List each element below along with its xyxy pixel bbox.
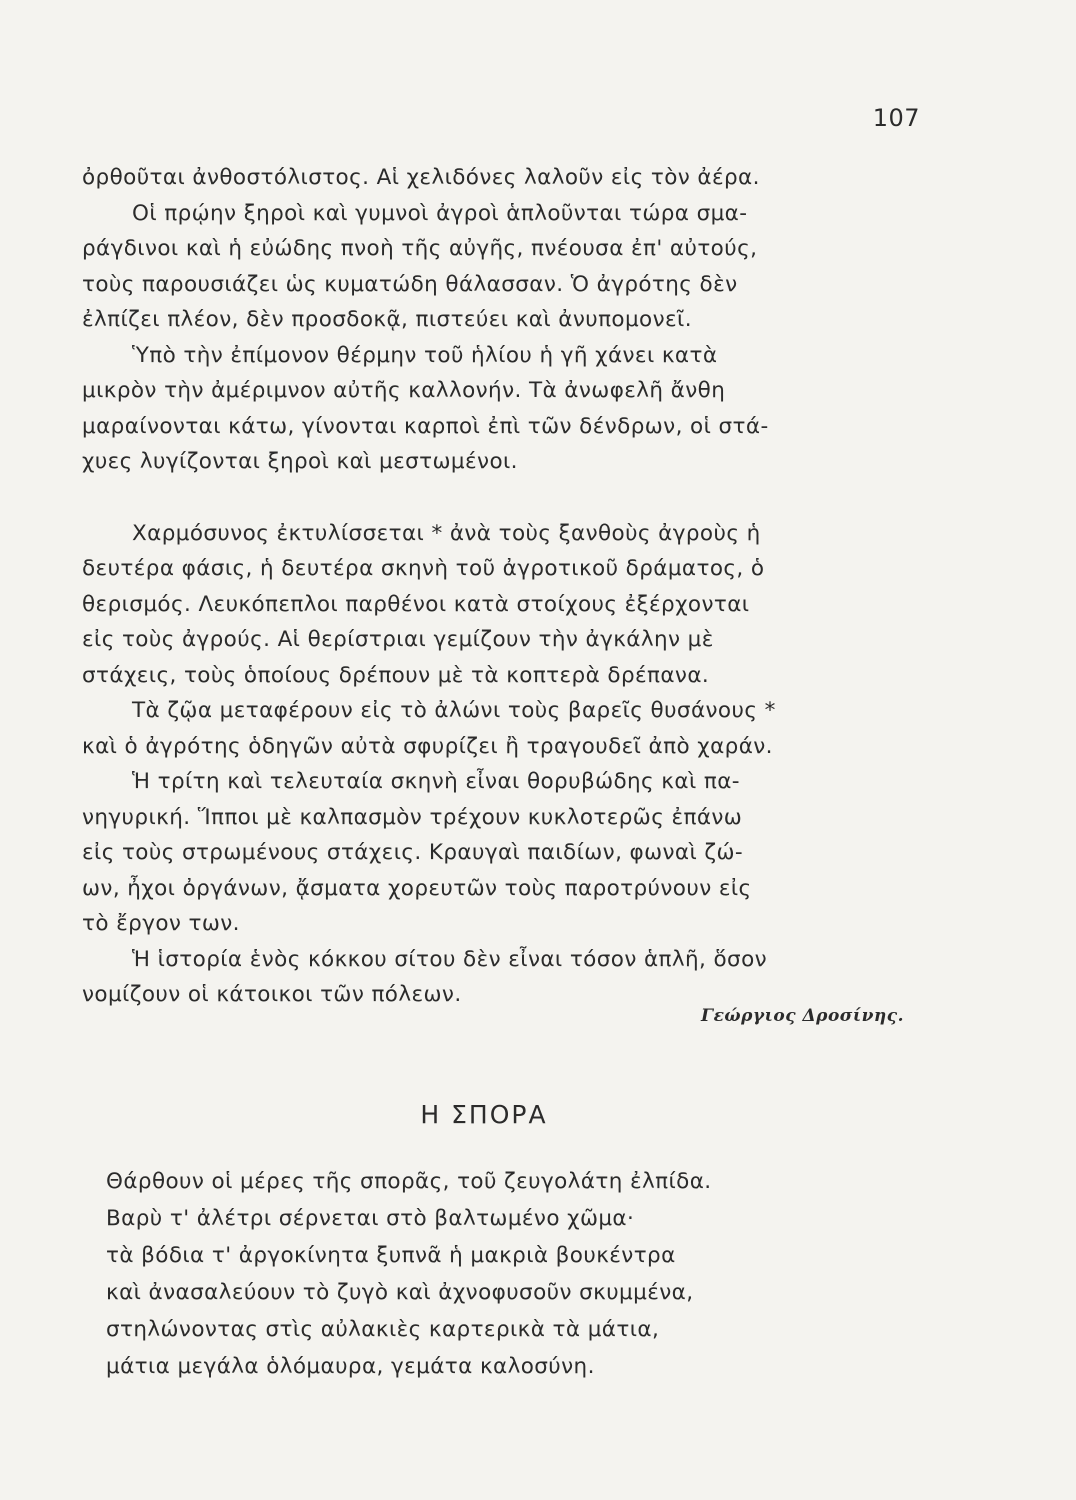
text-line: Οἱ πρῴην ξηροὶ καὶ γυμνοὶ ἀγροὶ ἁπλοῦνται τώρα σμα- [132,200,748,226]
text-line: Τὰ ζῷα μεταφέρουν εἰς τὸ ἀλώνι τοὺς βαρεῖς θυσάνους * [132,698,776,723]
paragraph-gap [82,480,922,516]
text-line: τὸ ἔργον των. [82,911,240,936]
text-line: Ἡ τρίτη καὶ τελευταία σκηνὴ εἶναι θορυβώδης καὶ πα- [132,769,740,794]
text-line: ὀρθοῦται ἀνθοστόλιστος. Αἱ χελιδόνες λαλοῦν εἰς τὸν ἀέρα. [82,165,760,190]
text-line: ἐλπίζει πλέον, δὲν προσδοκᾷ, πιστεύει καὶ ἀνυπομονεῖ. [82,307,692,332]
paragraph [82,196,922,338]
text-line: εἰς τοὺς στρωμένους στάχεις. Κραυγαὶ παιδίων, φωναὶ ζώ- [82,840,744,865]
text-line: Ἡ ἱστορία ἑνὸς κόκκου σίτου δὲν εἶναι τόσον ἁπλῆ, ὅσον [132,946,768,972]
paragraph [82,516,922,694]
text-line: νομίζουν οἱ κάτοικοι τῶν πόλεων. [82,982,462,1007]
poem-verse: μάτια μεγάλα ὁλόμαυρα, γεμάτα καλοσύνη. [106,1354,595,1379]
paragraph [82,942,922,1013]
text-line: χυες λυγίζονται ξηροὶ καὶ μεστωμένοι. [82,449,518,474]
paragraph [82,764,922,942]
poem-verse: Βαρὺ τ' ἀλέτρι σέρνεται στὸ βαλτωμένο χῶμα· [106,1206,635,1231]
text-line: στάχεις, τοὺς ὁποίους δρέπουν μὲ τὰ κοπτερὰ δρέπανα. [82,662,710,688]
poem-title: Η ΣΠΟΡΑ [420,1100,548,1129]
text-line: τοὺς παρουσιάζει ὡς κυματώδη θάλασσαν. Ὁ ἀγρότης δὲν [82,271,738,297]
prose-body [82,160,922,1013]
text-line: ράγδινοι καὶ ἡ εὐώδης πνοὴ τῆς αὐγῆς, πνέουσα ἐπ' αὐτούς, [82,236,758,261]
paragraph [82,338,922,480]
paragraph [82,693,922,764]
text-line: εἰς τοὺς ἀγρούς. Αἱ θερίστριαι γεμίζουν τὴν ἀγκάλην μὲ [82,627,714,652]
paragraph [82,160,922,196]
text-line: Χαρμόσυνος ἐκτυλίσσεται * ἀνὰ τοὺς ξανθοὺς ἀγροὺς ἡ [132,520,761,546]
text-line: ων, ἦχοι ὀργάνων, ᾄσματα χορευτῶν τοὺς παροτρύνουν εἰς [82,875,752,901]
author-signature: Γεώργιος Δροσίνης. [701,1006,904,1026]
text-line: μικρὸν τὴν ἀμέριμνον αὐτῆς καλλονήν. Τὰ ἀνωφελῆ ἄνθη [82,378,726,403]
poem-body [106,1163,946,1385]
poem-verse: στηλώνοντας στὶς αὐλακιὲς καρτερικὰ τὰ μάτια, [106,1317,660,1342]
text-line: καὶ ὁ ἀγρότης ὁδηγῶν αὐτὰ σφυρίζει ἢ τραγουδεῖ ἀπὸ χαράν. [82,733,773,759]
poem-verse: τὰ βόδια τ' ἀργοκίνητα ξυπνᾶ ἡ μακριὰ βουκέντρα [106,1243,676,1268]
poem-verse: καὶ ἀνασαλεύουν τὸ ζυγὸ καὶ ἀχνοφυσοῦν σκυμμένα, [106,1280,694,1305]
page-number: 107 [872,104,920,132]
text-line: Ὑπὸ τὴν ἐπίμονον θέρμην τοῦ ἡλίου ἡ γῆ χάνει κατὰ [132,342,718,368]
poem-verse: Θάρθουν οἱ μέρες τῆς σπορᾶς, τοῦ ζευγολάτη ἐλπίδα. [106,1169,712,1194]
text-line: μαραίνονται κάτω, γίνονται καρποὶ ἐπὶ τῶν δένδρων, οἱ στά- [82,413,769,439]
text-line: νηγυρική. Ἵπποι μὲ καλπασμὸν τρέχουν κυκλοτερῶς ἐπάνω [82,804,743,830]
text-line: δευτέρα φάσις, ἡ δευτέρα σκηνὴ τοῦ ἀγροτικοῦ δράματος, ὁ [82,556,765,581]
text-line: θερισμός. Λευκόπεπλοι παρθένοι κατὰ στοίχους ἐξέρχονται [82,591,750,617]
